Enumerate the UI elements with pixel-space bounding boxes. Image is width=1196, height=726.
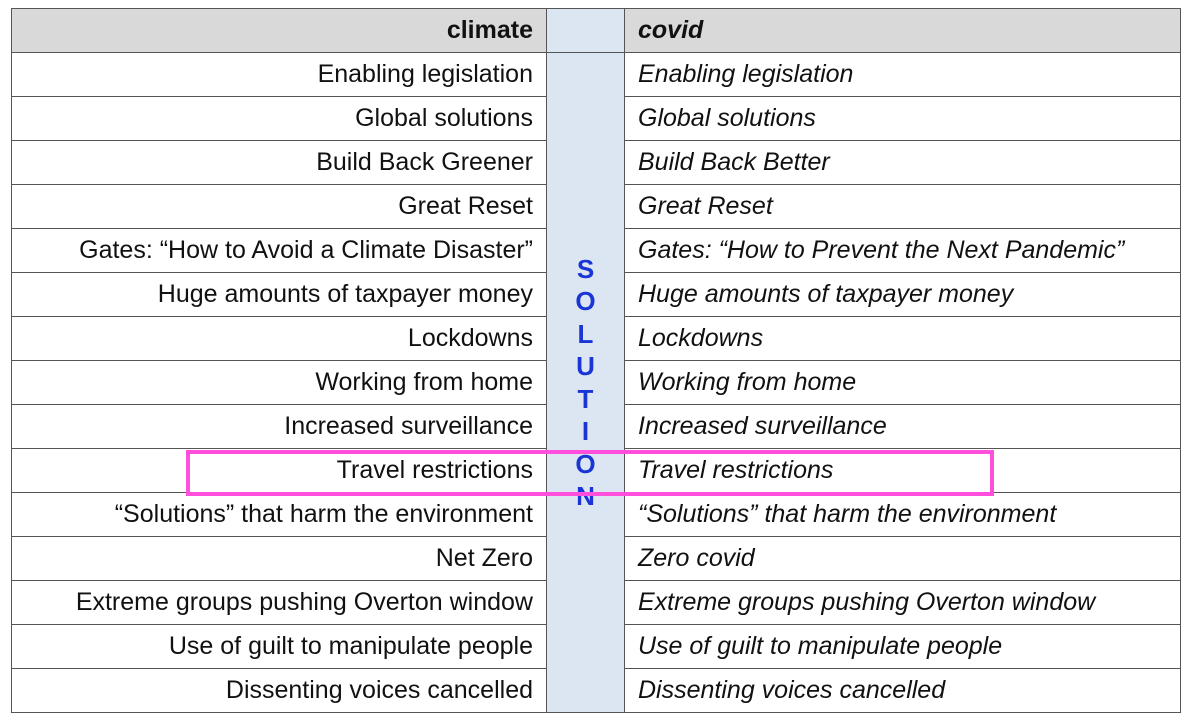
climate-cell: Net Zero <box>12 537 547 581</box>
table-row <box>12 53 1181 97</box>
covid-cell: Great Reset <box>625 185 1181 229</box>
climate-cell: Working from home <box>12 361 547 405</box>
climate-cell: Huge amounts of taxpayer money <box>12 273 547 317</box>
covid-cell: Lockdowns <box>625 317 1181 361</box>
climate-cell: Global solutions <box>12 97 547 141</box>
covid-cell: Build Back Better <box>625 141 1181 185</box>
solution-letter: S <box>576 253 595 284</box>
covid-cell: Enabling legislation <box>625 53 1181 97</box>
covid-header: covid <box>625 9 1181 53</box>
solution-letter: L <box>577 318 594 349</box>
climate-cell: Dissenting voices cancelled <box>12 669 547 713</box>
middle-header-cell <box>547 9 625 53</box>
covid-cell: “Solutions” that harm the environment <box>625 493 1181 537</box>
solution-column <box>547 53 625 713</box>
climate-header: climate <box>12 9 547 53</box>
comparison-table <box>11 8 1181 713</box>
covid-cell: Global solutions <box>625 97 1181 141</box>
covid-cell: Travel restrictions <box>625 449 1181 493</box>
solution-letter: U <box>576 351 595 381</box>
solution-letter: T <box>577 383 594 414</box>
covid-cell: Working from home <box>625 361 1181 405</box>
header-row <box>12 9 1181 53</box>
solution-letter: I <box>581 416 590 446</box>
solution-label <box>575 253 595 513</box>
climate-cell: Extreme groups pushing Overton window <box>12 581 547 625</box>
climate-cell: Travel restrictions <box>12 449 547 493</box>
covid-cell: Huge amounts of taxpayer money <box>625 273 1181 317</box>
climate-cell: Great Reset <box>12 185 547 229</box>
climate-cell: Use of guilt to manipulate people <box>12 625 547 669</box>
covid-cell: Increased surveillance <box>625 405 1181 449</box>
climate-cell: Lockdowns <box>12 317 547 361</box>
climate-cell: Gates: “How to Avoid a Climate Disaster” <box>12 229 547 273</box>
climate-cell: “Solutions” that harm the environment <box>12 493 547 537</box>
covid-cell: Gates: “How to Prevent the Next Pandemic” <box>625 229 1181 273</box>
climate-cell: Increased surveillance <box>12 405 547 449</box>
covid-cell: Extreme groups pushing Overton window <box>625 581 1181 625</box>
solution-letter: N <box>576 481 595 511</box>
climate-cell: Build Back Greener <box>12 141 547 185</box>
solution-letter: O <box>575 286 596 316</box>
covid-cell: Zero covid <box>625 537 1181 581</box>
climate-cell: Enabling legislation <box>12 53 547 97</box>
solution-letter: O <box>575 448 596 479</box>
covid-cell: Dissenting voices cancelled <box>625 669 1181 713</box>
covid-cell: Use of guilt to manipulate people <box>625 625 1181 669</box>
